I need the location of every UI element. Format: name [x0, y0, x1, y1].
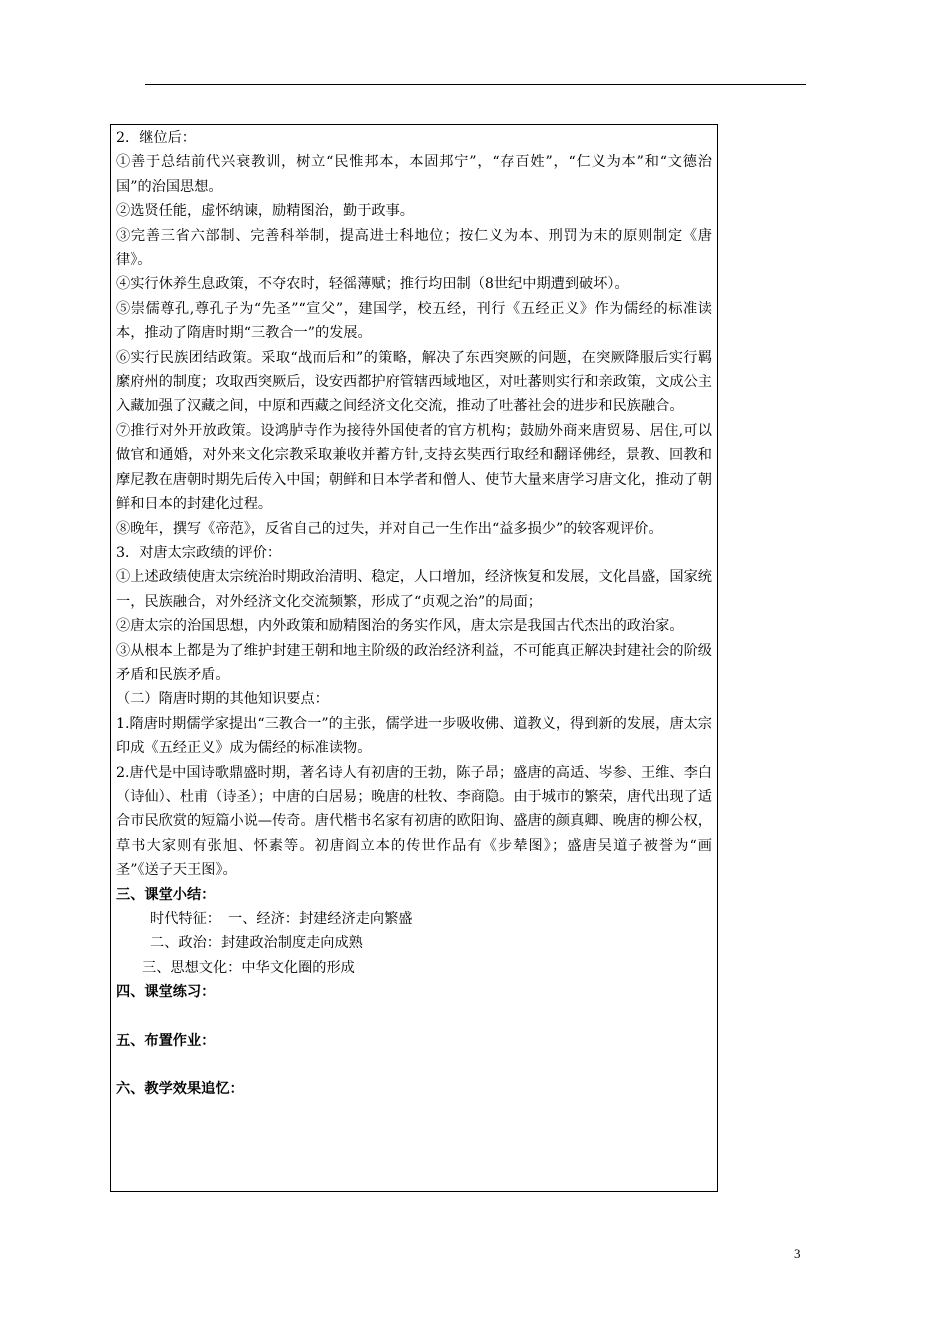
paragraph: 2.唐代是中国诗歌鼎盛时期，著名诗人有初唐的王勃，陈子昂；盛唐的高适、岑参、王维、李白（诗仙）、杜甫（诗圣）；中唐的白居易；晚唐的杜牧、李商隐。由于城市的繁荣，唐代出现了适合市民欣赏的短篇小说—传奇。唐代楷书名家有初唐的欧阳询、盛唐的颜真卿、晚唐的柳公权，草书大家则有张旭、怀素等。初唐阎立本的传世作品有《步辇图》；盛唐吴道子被誉为“画圣”《送子天王图》。 [116, 764, 712, 879]
paragraph: ⑤崇儒尊孔,尊孔子为“先圣”“宣父”，建国学，校五经，刊行《五经正义》作为儒经的标准读本，推动了隋唐时期“三教合一”的发展。 [116, 300, 712, 342]
practice-heading: 四、课堂练习： [116, 984, 216, 1001]
homework-heading: 五、布置作业： [116, 1032, 216, 1049]
paragraph: ⑧晚年，撰写《帝范》，反省自己的过失，并对自己一生作出“益多损少”的较客观评价。 [116, 520, 663, 537]
paragraph: ③从根本上都是为了维护封建王朝和地主阶级的政治经济利益，不可能真正解决封建社会的阶级矛盾和民族矛盾。 [116, 642, 712, 683]
header-rule [145, 84, 806, 85]
paragraph: ①善于总结前代兴衰教训，树立“民惟邦本，本固邦宁”，“存百姓”，“仁义为本”和“文德治国”的治国思想。 [116, 154, 712, 195]
paragraph: ⑥实行民族团结政策。采取“战而后和”的策略，解决了东西突厥的问题，在突厥降服后实行羁縻府州的制度；攻取西突厥后，设安西都护府管辖西域地区，对吐蕃则实行和亲政策，文成公主入藏加强了汉藏之间，中原和西藏之间经济文化交流，推动了吐蕃社会的进步和民族融合。 [116, 349, 712, 415]
page-number: 3 [794, 1246, 801, 1261]
paragraph: ②选贤任能，虚怀纳谏，励精图治，勤于政事。 [116, 203, 414, 220]
section-heading-evaluation: 3．对唐太宗政绩的评价： [116, 544, 282, 561]
section-heading-other-points: （二）隋唐时期的其他知识要点： [116, 691, 329, 708]
summary-item-economy: 时代特征： 一、经济：封建经济走向繁盛 [150, 911, 413, 927]
paragraph: ③完善三省六部制、完善科举制，提高进士科地位；按仁义为本、刑罚为末的原则制定《唐律》。 [116, 227, 712, 269]
paragraph: 1.隋唐时期儒学家提出“三教合一”的主张，儒学进一步吸收佛、道教义，得到新的发展，唐太宗印成《五经正义》成为儒经的标准读物。 [116, 715, 712, 757]
reflection-heading: 六、教学效果追忆： [116, 1081, 244, 1098]
summary-heading: 三、课堂小结： [116, 886, 216, 903]
paragraph: ⑦推行对外开放政策。设鸿胪寺作为接待外国使者的官方机构；鼓励外商来唐贸易、居住,可以做官和通婚，对外来文化宗教采取兼收并蓄方针,支持玄奘西行取经和翻译佛经，景教、回教和摩尼教在唐朝时期先后传入中国；朝鲜和日本学者和僧人、使节大量来唐学习唐文化，推动了朝鲜和日本的封建化过程。 [116, 422, 712, 513]
section-heading-after-accession: 2．继位后： [116, 130, 196, 146]
paragraph: ②唐太宗的治国思想，内外政策和励精图治的务实作风，唐太宗是我国古代杰出的政治家。 [116, 618, 684, 635]
summary-item-politics: 二、政治：封建政治制度走向成熟 [150, 935, 363, 952]
paragraph: ④实行休养生息政策，不夺农时，轻徭薄赋；推行均田制（8世纪中期遭到破坏）。 [116, 276, 629, 293]
summary-item-culture: 三、思想文化：中华文化圈的形成 [142, 959, 355, 976]
content-cell [116, 126, 712, 1101]
paragraph: ①上述政绩使唐太宗统治时期政治清明、稳定，人口增加，经济恢复和发展，文化昌盛，国家统一，民族融合，对外经济文化交流频繁，形成了“贞观之治”的局面； [116, 569, 712, 610]
